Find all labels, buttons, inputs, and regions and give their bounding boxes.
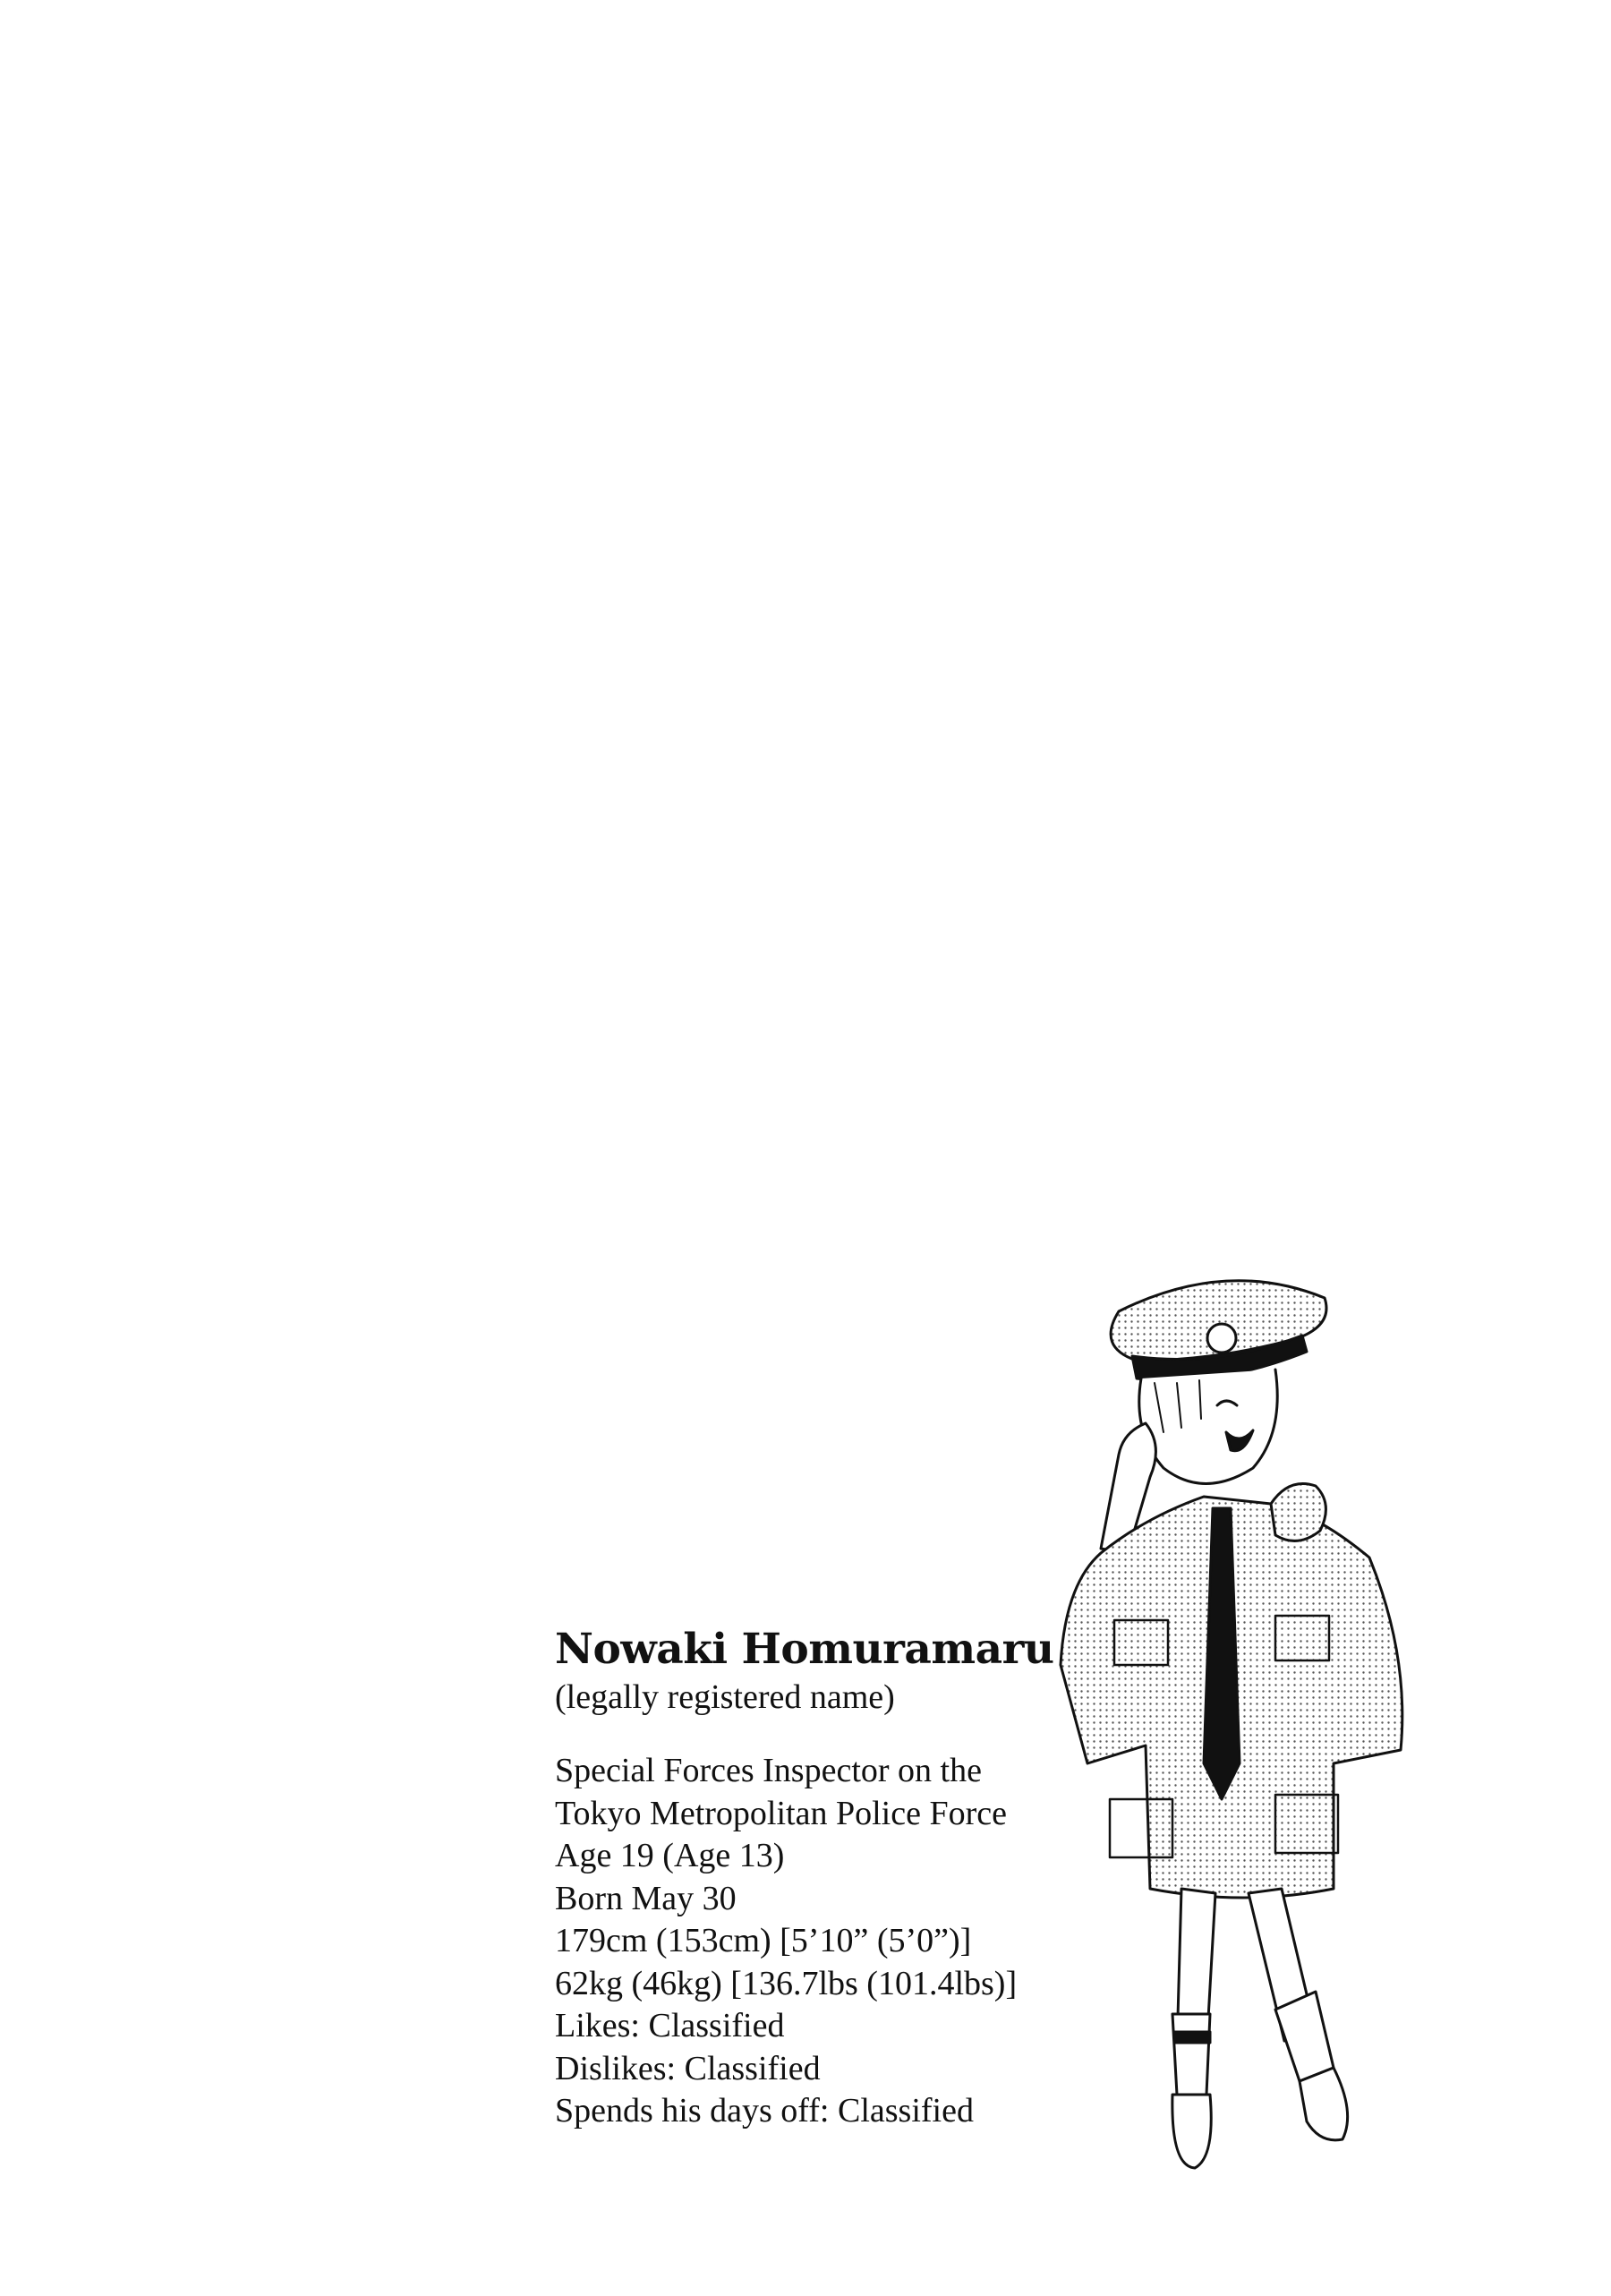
character-profile (555, 1625, 1110, 2133)
name-note: (legally registered name) (555, 1678, 895, 1716)
fact-dislikes: Dislikes: Classified (555, 2049, 821, 2087)
fact-days-off: Spends his days off: Classified (555, 2092, 974, 2130)
fact-occupation-line-2: Tokyo Metropolitan Police Force (555, 1794, 1007, 1832)
shoe-icon (1300, 2068, 1348, 2140)
profile-facts (555, 1750, 1110, 2133)
shoe-icon (1172, 2095, 1211, 2168)
fact-birthday: Born May 30 (555, 1879, 737, 1917)
fact-age: Age 19 (Age 13) (555, 1837, 785, 1874)
character-drawing (1047, 1262, 1441, 2180)
saluting-officer-illustration (1047, 1262, 1441, 2180)
fact-likes: Likes: Classified (555, 2007, 785, 2044)
fact-occupation-line-1: Special Forces Inspector on the (555, 1752, 982, 1789)
character-name: Nowaki Homuramaru (555, 1625, 1054, 1674)
fact-weight: 62kg (46kg) [136.7lbs (101.4lbs)] (555, 1964, 1018, 2002)
fact-height: 179cm (153cm) [5’10” (5’0”)] (555, 1922, 972, 1959)
